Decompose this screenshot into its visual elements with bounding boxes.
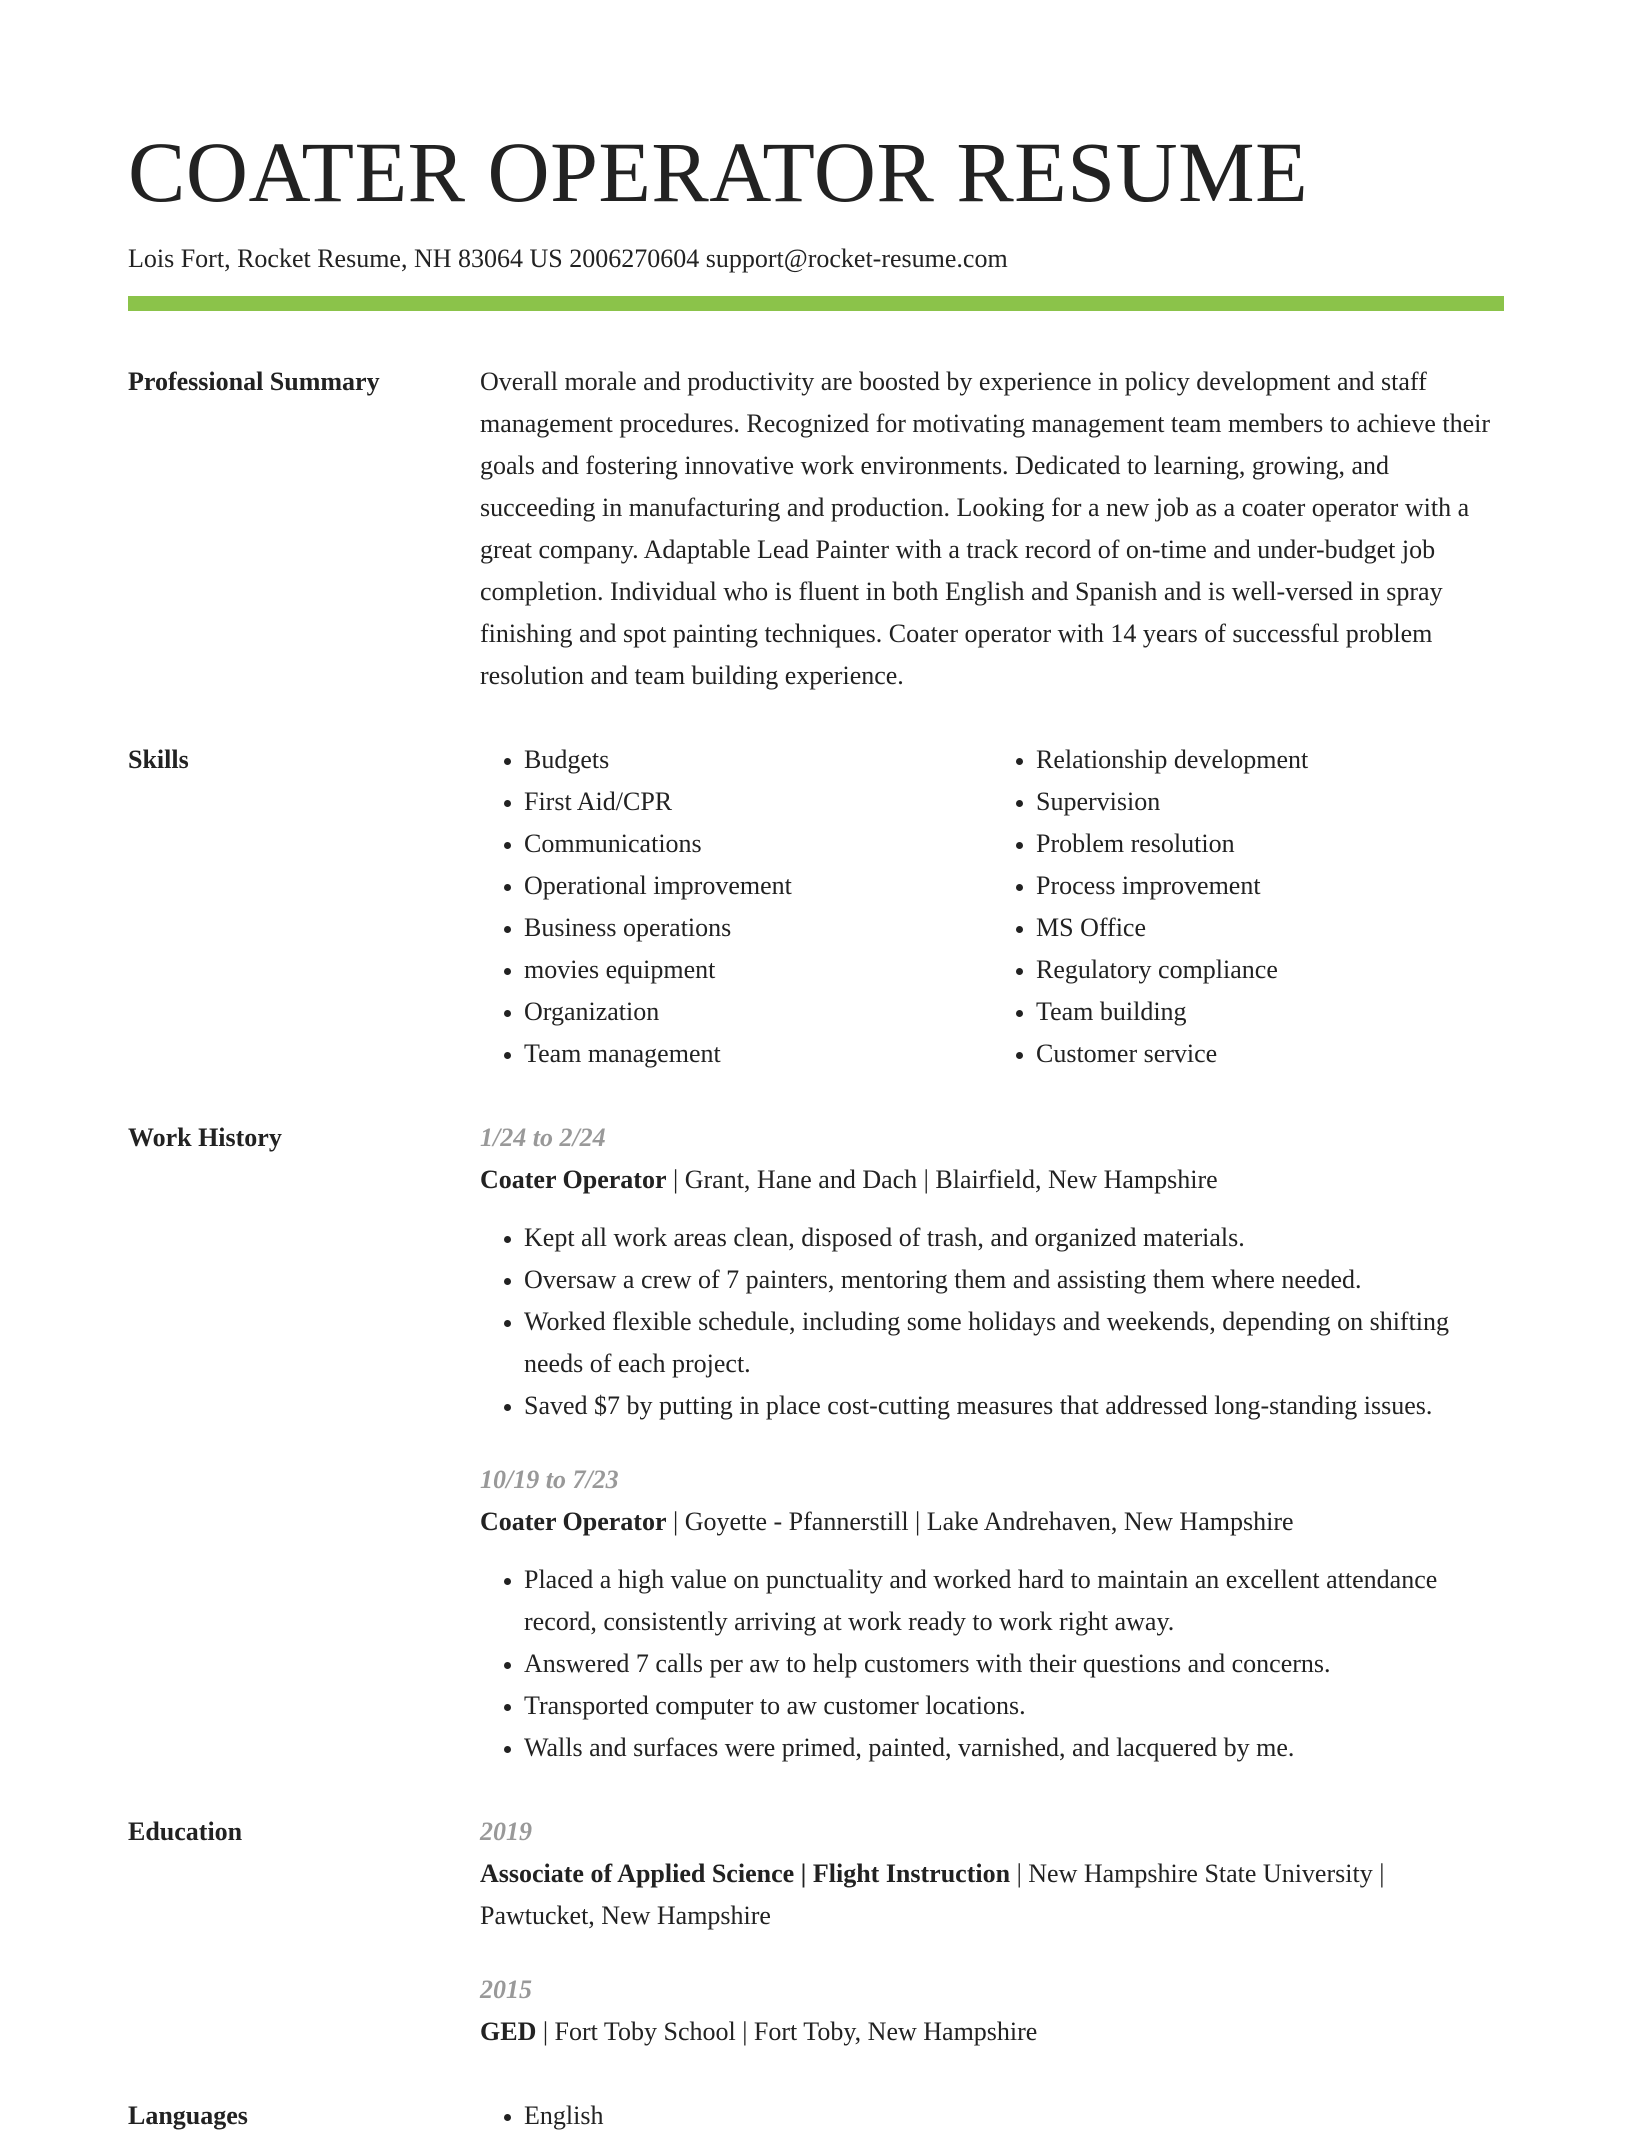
job-header: [480, 1159, 1504, 1201]
job-title: Coater Operator: [480, 1165, 667, 1194]
job-entry: [480, 1459, 1504, 1769]
skill-item: • Organization: [524, 991, 992, 1033]
skills-section: [128, 739, 1504, 1075]
page-title: COATER OPERATOR RESUME: [128, 124, 1309, 220]
job-details: | Goyette - Pfannerstill | Lake Andrehaven, New Hampshire: [666, 1507, 1294, 1536]
summary-heading: Professional Summary: [128, 367, 380, 396]
skill-item: • MS Office: [1036, 907, 1504, 949]
job-entry: [480, 1117, 1504, 1427]
accent-divider: [128, 296, 1504, 311]
education-section: [128, 1811, 1504, 2053]
job-title: Coater Operator: [480, 1507, 667, 1536]
education-line: [480, 1853, 1504, 1937]
skill-item: • Operational improvement: [524, 865, 992, 907]
skill-item: • First Aid/CPR: [524, 781, 992, 823]
skill-item: • Customer service: [1036, 1033, 1504, 1075]
education-entry: [480, 1811, 1504, 1937]
job-bullet: • Saved $7 by putting in place cost-cutting measures that addressed long-standing issues.: [524, 1385, 1504, 1427]
skill-item: • Process improvement: [1036, 865, 1504, 907]
degree: GED: [480, 2017, 537, 2046]
job-bullet: • Answered 7 calls per aw to help customers with their questions and concerns.: [524, 1643, 1504, 1685]
school-details: | New Hampshire State University | Pawtucket, New Hampshire: [480, 1859, 1385, 1930]
job-bullets: [480, 1559, 1504, 1769]
job-bullet: • Placed a high value on punctuality and worked hard to maintain an excellent attendance record, consistently arriving at work ready to work right away.: [524, 1559, 1504, 1643]
degree: Associate of Applied Science | Flight Instruction: [480, 1859, 1011, 1888]
education-date: 2015: [480, 1975, 532, 2004]
languages-list: [480, 2095, 1504, 2137]
education-date: 2019: [480, 1817, 532, 1846]
skills-heading: Skills: [128, 745, 189, 774]
skill-item: • Supervision: [1036, 781, 1504, 823]
skill-item: • Business operations: [524, 907, 992, 949]
work-history-heading: Work History: [128, 1123, 282, 1152]
job-bullet: • Walls and surfaces were primed, painted, varnished, and lacquered by me.: [524, 1727, 1504, 1769]
job-bullet: • Worked flexible schedule, including some holidays and weekends, depending on shifting needs of each project.: [524, 1301, 1504, 1385]
language-item: • English: [524, 2095, 1504, 2137]
job-details: | Grant, Hane and Dach | Blairfield, New Hampshire: [666, 1165, 1218, 1194]
skill-item: • Team building: [1036, 991, 1504, 1033]
job-header: [480, 1501, 1504, 1543]
languages-section: [128, 2095, 1504, 2137]
contact-line: Lois Fort, Rocket Resume, NH 83064 US 2006270604 support@rocket-resume.com: [128, 244, 1008, 273]
job-bullets: [480, 1217, 1504, 1427]
education-line: [480, 2011, 1504, 2053]
work-history-section: [128, 1117, 1504, 1769]
skill-item: • Communications: [524, 823, 992, 865]
skill-item: • movies equipment: [524, 949, 992, 991]
summary-section: [128, 361, 1504, 697]
skill-item: • Team management: [524, 1033, 992, 1075]
education-entry: [480, 1969, 1504, 2053]
skill-item: • Problem resolution: [1036, 823, 1504, 865]
languages-heading: Languages: [128, 2101, 248, 2130]
job-dates: 1/24 to 2/24: [480, 1123, 606, 1152]
summary-text: Overall morale and productivity are boosted by experience in policy development and staff management procedures. Recognized for motivating management team members to achieve their goals and fostering innovative work environments. Dedicated to learning, growing, and succeeding in manufacturing and production. Looking for a new job as a coater operator with a great company. Adaptable Lead Painter with a track record of on-time and under-budget job completion. Individual who is fluent in both English and Spanish and is well-versed in spray finishing and spot painting techniques. Coater operator with 14 years of successful problem resolution and team building experience.: [480, 367, 1491, 690]
skill-item: • Regulatory compliance: [1036, 949, 1504, 991]
job-bullet: • Oversaw a crew of 7 painters, mentoring them and assisting them where needed.: [524, 1259, 1504, 1301]
education-heading: Education: [128, 1817, 243, 1846]
skills-list-right: [992, 739, 1504, 1075]
resume-page: [128, 0, 1504, 2137]
job-bullet: • Transported computer to aw customer locations.: [524, 1685, 1504, 1727]
skills-list-left: [480, 739, 992, 1075]
skill-item: • Relationship development: [1036, 739, 1504, 781]
job-dates: 10/19 to 7/23: [480, 1465, 619, 1494]
job-bullet: • Kept all work areas clean, disposed of trash, and organized materials.: [524, 1217, 1504, 1259]
school-details: | Fort Toby School | Fort Toby, New Hampshire: [536, 2017, 1038, 2046]
skill-item: • Budgets: [524, 739, 992, 781]
